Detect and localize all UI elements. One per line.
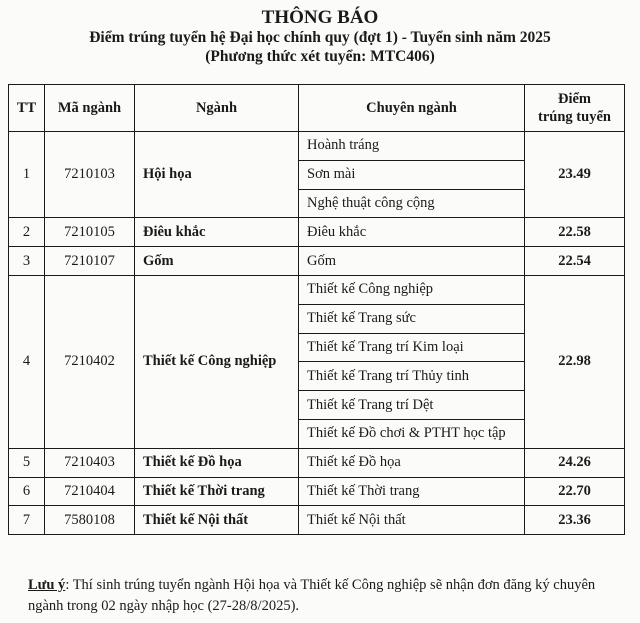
row-chuyen-nganh: Thiết kế Đồ họa [299, 448, 525, 477]
row-ma-nganh: 7210403 [45, 448, 135, 477]
row-ma-nganh: 7210404 [45, 477, 135, 506]
table-body [9, 132, 625, 535]
row-ma-nganh: 7210103 [45, 132, 135, 218]
note-label: Lưu ý [28, 577, 66, 593]
row-chuyen-nganh: Thiết kế Trang sức [299, 304, 525, 333]
row-tt: 5 [9, 448, 45, 477]
row-tt: 1 [9, 132, 45, 218]
row-chuyen-nganh: Hoành tráng [299, 132, 525, 161]
row-ma-nganh: 7210105 [45, 218, 135, 247]
row-diem: 22.70 [525, 477, 625, 506]
row-nganh: Gốm [135, 247, 299, 276]
header-diem-line2: trúng tuyển [538, 109, 611, 125]
row-chuyen-nganh: Thiết kế Nội thất [299, 506, 525, 535]
note-text: : Thí sinh trúng tuyển ngành Hội họa và Thiết kế Công nghiệp sẽ nhận đơn đăng ký chuyên ngành trong 02 ngày nhập học (27-28/8/2025). [28, 577, 596, 614]
row-nganh: Thiết kế Công nghiệp [135, 275, 299, 448]
row-tt: 7 [9, 506, 45, 535]
row-chuyen-nganh: Thiết kế Đồ chơi & PTHT học tập [299, 419, 525, 448]
row-chuyen-nganh: Nghệ thuật công cộng [299, 189, 525, 218]
table-row [9, 506, 625, 535]
row-ma-nganh: 7210402 [45, 275, 135, 448]
row-nganh: Thiết kế Đồ họa [135, 448, 299, 477]
row-tt: 4 [9, 275, 45, 448]
table-row [9, 132, 625, 161]
table-row [9, 247, 625, 276]
note [28, 575, 628, 617]
admission-scores-table [8, 84, 625, 535]
row-chuyen-nganh: Thiết kế Trang trí Kim loại [299, 333, 525, 362]
row-tt: 2 [9, 218, 45, 247]
row-nganh: Thiết kế Nội thất [135, 506, 299, 535]
notice-title: THÔNG BÁO [261, 7, 379, 28]
row-chuyen-nganh: Gốm [299, 247, 525, 276]
row-nganh: Điêu khắc [135, 218, 299, 247]
row-chuyen-nganh: Sơn mài [299, 160, 525, 189]
row-chuyen-nganh: Điêu khắc [299, 218, 525, 247]
row-chuyen-nganh: Thiết kế Trang trí Thủy tinh [299, 362, 525, 391]
row-chuyen-nganh: Thiết kế Công nghiệp [299, 275, 525, 304]
row-chuyen-nganh: Thiết kế Trang trí Dệt [299, 391, 525, 420]
row-ma-nganh: 7580108 [45, 506, 135, 535]
table-row [9, 448, 625, 477]
table-row [9, 477, 625, 506]
admission-method: (Phương thức xét tuyển: MTC406) [205, 48, 435, 65]
row-diem: 22.58 [525, 218, 625, 247]
row-tt: 3 [9, 247, 45, 276]
row-nganh: Hội họa [135, 132, 299, 218]
header-diem-line1: Điểm [557, 91, 591, 107]
header-ma-nganh: Mã ngành [45, 85, 135, 132]
notice-subtitle: Điểm trúng tuyển hệ Đại học chính quy (đợt 1) - Tuyển sinh năm 2025 [89, 29, 551, 46]
table-header-row [9, 85, 625, 132]
table-row [9, 218, 625, 247]
row-chuyen-nganh: Thiết kế Thời trang [299, 477, 525, 506]
row-nganh: Thiết kế Thời trang [135, 477, 299, 506]
table-row [9, 275, 625, 304]
row-diem: 24.26 [525, 448, 625, 477]
row-diem: 23.49 [525, 132, 625, 218]
header-diem [525, 85, 625, 132]
header-tt: TT [9, 85, 45, 132]
row-ma-nganh: 7210107 [45, 247, 135, 276]
row-tt: 6 [9, 477, 45, 506]
row-diem: 22.54 [525, 247, 625, 276]
header-chuyen-nganh: Chuyên ngành [299, 85, 525, 132]
header-nganh: Ngành [135, 85, 299, 132]
row-diem: 22.98 [525, 275, 625, 448]
row-diem: 23.36 [525, 506, 625, 535]
